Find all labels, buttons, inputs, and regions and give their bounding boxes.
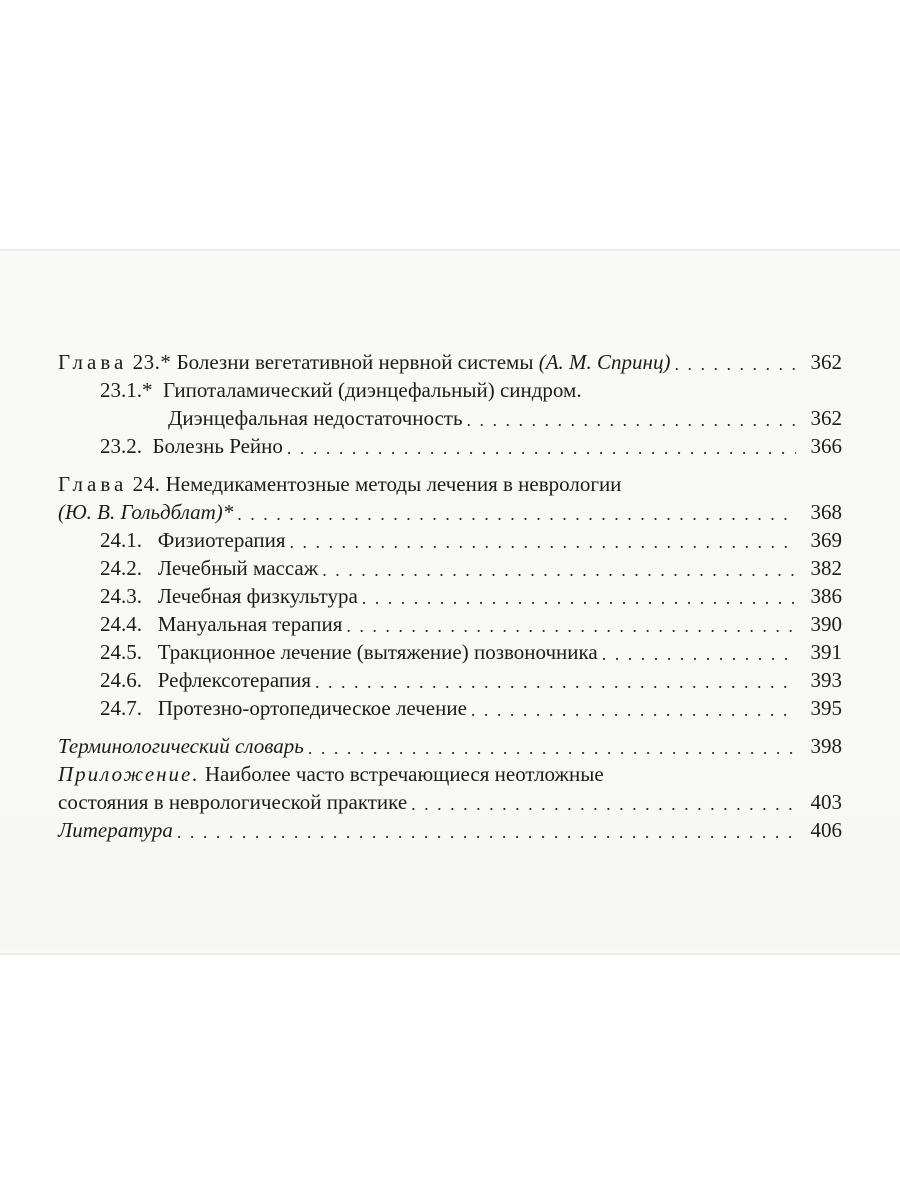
toc-section-24-6: [58, 666, 842, 694]
page-number: 398: [810, 734, 842, 758]
dot-leader: [674, 352, 796, 376]
chapter-prefix: Глава: [58, 472, 128, 496]
page-number: 366: [810, 434, 842, 458]
page-number: 403: [810, 790, 842, 814]
chapter-number: 23.*: [132, 350, 172, 374]
section-title: Физиотерапия: [157, 528, 286, 552]
dot-leader: [315, 670, 796, 694]
dot-leader: [308, 736, 796, 760]
section-number: 24.4.: [100, 612, 142, 636]
toc-section-24-4: [58, 610, 842, 638]
dot-leader: [346, 614, 796, 638]
toc-section-24-5: [58, 638, 842, 666]
appendix-title-line1: Наиболее часто встречающиеся неотложные: [204, 762, 604, 786]
page-number: 391: [810, 640, 842, 664]
section-number: 24.1.: [100, 528, 142, 552]
toc-glossary: [58, 732, 842, 760]
chapter-title: Немедикаментозные методы лечения в неврологии: [165, 472, 622, 496]
toc-section-23-1-cont: [58, 404, 842, 432]
toc-appendix-cont: [58, 788, 842, 816]
toc-section-24-7: [58, 694, 842, 722]
appendix-label: Приложение.: [58, 762, 200, 786]
dot-leader: [177, 820, 796, 844]
section-number: 24.5.: [100, 640, 142, 664]
section-title: Тракционное лечение (вытяжение) позвоночника: [157, 640, 598, 664]
literature-title: Литература: [58, 818, 173, 842]
section-title: Лечебная физкультура: [157, 584, 358, 608]
page-number: 368: [810, 500, 842, 524]
appendix-title-line2: состояния в неврологической практике: [58, 790, 408, 814]
toc-literature: [58, 816, 842, 844]
section-title: Рефлексотерапия: [157, 668, 312, 692]
section-title: Диэнцефальная недостаточность: [168, 406, 463, 430]
section-number: 24.3.: [100, 584, 142, 608]
toc-section-24-3: [58, 582, 842, 610]
toc-section-24-2: [58, 554, 842, 582]
page-number: 362: [810, 406, 842, 430]
page-number: 386: [810, 584, 842, 608]
toc-section-23-1: [58, 376, 842, 404]
page-number: 390: [810, 612, 842, 636]
dot-leader: [322, 558, 796, 582]
page-number: 362: [810, 350, 842, 374]
page-number: 382: [810, 556, 842, 580]
page-number: 395: [810, 696, 842, 720]
section-number: 24.2.: [100, 556, 142, 580]
toc-chapter-24: [58, 470, 842, 498]
chapter-title: Болезни вегетативной нервной системы: [176, 350, 534, 374]
page-number: 406: [810, 818, 842, 842]
page-number: 369: [810, 528, 842, 552]
toc-appendix: [58, 760, 842, 788]
section-title: Протезно-ортопедическое лечение: [157, 696, 467, 720]
dot-leader: [411, 792, 796, 816]
scan-edge-bottom: [0, 953, 900, 955]
dot-leader: [287, 436, 796, 460]
chapter-author: (Ю. В. Гольдблат)*: [58, 500, 234, 524]
toc-chapter-24-author: [58, 498, 842, 526]
section-number: 24.7.: [100, 696, 142, 720]
section-number: 23.2.: [100, 434, 142, 458]
dot-leader: [362, 586, 796, 610]
section-title: Болезнь Рейно: [152, 434, 283, 458]
dot-leader: [290, 530, 796, 554]
dot-leader: [602, 642, 796, 666]
section-title: Мануальная терапия: [157, 612, 343, 636]
dot-leader: [471, 698, 796, 722]
page-number: 393: [810, 668, 842, 692]
section-number: 23.1.*: [100, 378, 153, 402]
toc-section-24-1: [58, 526, 842, 554]
section-title: Гипоталамический (диэнцефальный) синдром.: [163, 378, 582, 402]
glossary-title: Терминологический словарь: [58, 734, 304, 758]
toc-chapter-23: [58, 348, 842, 376]
chapter-number: 24.: [132, 472, 161, 496]
section-number: 24.6.: [100, 668, 142, 692]
dot-leader: [467, 408, 796, 432]
section-title: Лечебный массаж: [157, 556, 319, 580]
toc-section-23-2: [58, 432, 842, 460]
table-of-contents: [58, 348, 842, 844]
chapter-author: (А. М. Спринц): [538, 350, 671, 374]
scan-edge-top: [0, 249, 900, 251]
dot-leader: [237, 502, 796, 526]
chapter-prefix: Глава: [58, 350, 128, 374]
